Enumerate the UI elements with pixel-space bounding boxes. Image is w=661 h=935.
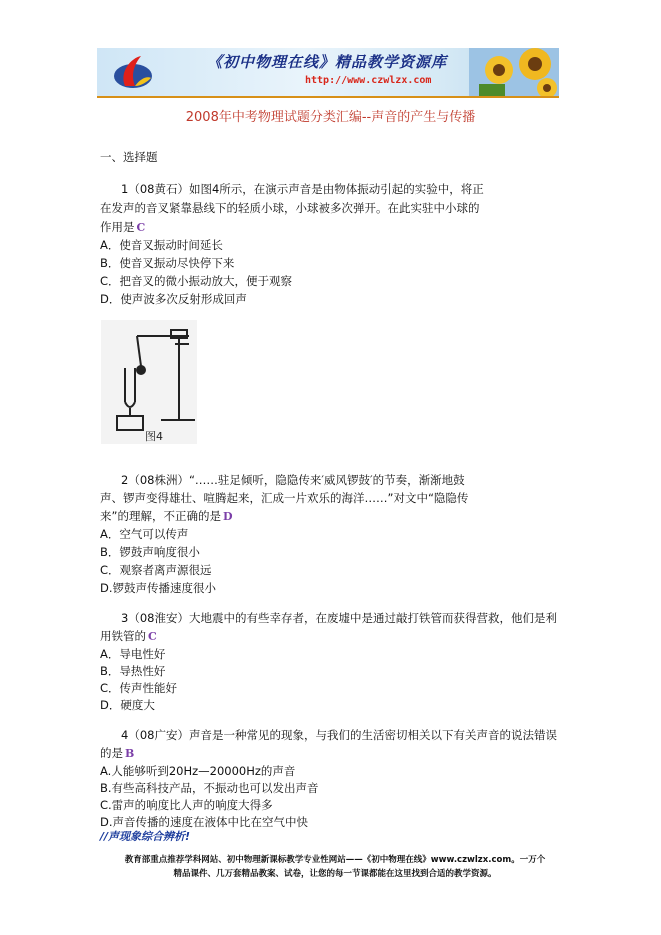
question-2-line-3	[100, 507, 561, 526]
question-2-option-d: D.锣鼓声传播速度很小	[100, 581, 217, 595]
question-3-option-a: A．导电性好	[100, 647, 166, 661]
footer-line-1: 教育部重点推荐学科网站、初中物理新课标教学专业性网站——《初中物理在线》www.czwlzx.com。一万个	[124, 855, 546, 865]
question-3-line-2-text: 用铁管的	[100, 629, 146, 643]
question-1-option-c: C．把音叉的微小振动放大，便于观察	[100, 274, 293, 288]
question-1-answer: C	[136, 221, 146, 234]
question-4-answer: B	[125, 747, 135, 760]
section-heading: 一、选择题	[100, 150, 158, 164]
question-4-option-d: D.声音传播的速度在液体中比在空气中快	[100, 815, 309, 829]
subheading-link[interactable]: //声现象综合辨析!	[100, 830, 191, 843]
question-1-option-d: D．使声波多次反射形成回声	[100, 292, 247, 306]
site-logo-icon	[111, 52, 155, 92]
question-2-option-a: A．空气可以传声	[100, 527, 189, 541]
question-3-answer: C	[148, 630, 157, 643]
question-2-option-b: B．锣鼓声响度很小	[100, 545, 200, 559]
question-1-option-b: B．使音叉振动尽快停下来	[100, 256, 235, 270]
question-3-option-b: B．导热性好	[100, 664, 166, 678]
question-2-line-1: 2（08株洲）“……驻足倾听，隐隐传来′威风锣鼓′的节奏，渐渐地鼓	[121, 473, 465, 487]
question-1-line-3	[100, 218, 561, 237]
tuning-fork-figure	[101, 320, 197, 444]
question-4-option-b: B.有些高科技产品，不振动也可以发出声音	[100, 781, 319, 795]
question-1-line-3-text: 作用是	[100, 220, 135, 234]
question-1-option-a: A．使音叉振动时间延长	[100, 238, 223, 252]
sunflower-decoration-icon	[469, 48, 559, 96]
banner-title: 《初中物理在线》精品教学资源库	[207, 53, 448, 71]
banner-url[interactable]: http://www.czwlzx.com	[305, 75, 432, 86]
question-1-line-2: 在发声的音叉紧靠悬线下的轻质小球，小球被多次弹开。在此实驻中小球的	[100, 201, 480, 215]
question-3-option-d: D．硬度大	[100, 698, 155, 712]
question-4-option-c: C.雷声的响度比人声的响度大得多	[100, 798, 273, 812]
question-4-line-2-text: 的是	[100, 746, 123, 760]
question-4-option-a: A.人能够听到20Hz—20000Hz的声音	[100, 764, 296, 778]
question-3-line-2	[100, 627, 561, 646]
header-banner	[97, 48, 559, 98]
question-2-answer: D	[222, 510, 233, 523]
question-2-line-2: 声、锣声变得雄壮、喧腾起来，汇成一片欢乐的海洋……”对文中“隐隐传	[100, 491, 469, 505]
document-title: 2008年中考物理试题分类汇编--声音的产生与传播	[185, 110, 476, 125]
figure-label: 图4	[145, 430, 163, 443]
question-3-option-c: C．传声性能好	[100, 681, 178, 695]
question-4-line-2	[100, 744, 561, 763]
question-2-option-c: C．观察者离声源很远	[100, 563, 212, 577]
question-1-line-1: 1（08黄石）如图4所示，在演示声音是由物体振动引起的实验中，将正	[121, 182, 484, 196]
question-2-line-3-text: 来”的理解，不正确的是	[100, 509, 221, 523]
question-3-line-1: 3（08淮安）大地震中的有些幸存者，在废墟中是通过敲打铁管而获得营救，他们是利	[121, 611, 557, 625]
question-4-line-1: 4（08广安）声音是一种常见的现象，与我们的生活密切相关以下有关声音的说法错误	[121, 728, 557, 742]
footer-line-2: 精品课件、几万套精品教案、试卷，让您的每一节课都能在这里找到合适的教学资源。	[173, 869, 497, 879]
